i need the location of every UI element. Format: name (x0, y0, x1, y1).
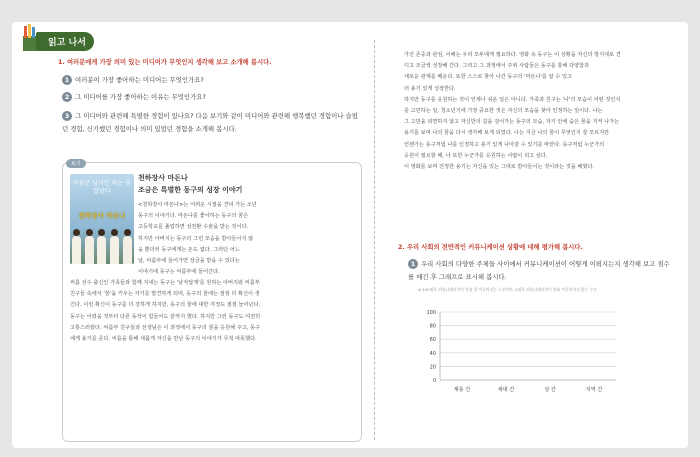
question-2-1 (408, 258, 670, 284)
question-3 (62, 110, 360, 136)
question-text: 우리 사회의 다양한 주체들 사이에서 커뮤니케이션이 어떻게 이뤄지는지 생각해 보고 점수를 매긴 후 그래프로 표시해 봅시다. (408, 260, 670, 281)
text-line: 가진 존중과 관심, 이해는 우리 모두에게 필요하다. 영화 속 동구는 이 상황을 자신의 방식대로 견 (404, 52, 621, 58)
story-title-main: 천하장사 마돈나 (138, 174, 188, 182)
story-paragraph-2 (70, 278, 360, 345)
text-line: 그 고민을 외면하지 않고 자신만의 길을 걸어가는 동구의 모습, 자기 안에 숨은 꿈을 지켜 나가는 (404, 119, 620, 126)
text-line: 하지만 동구를 응원하는 것이 언제나 쉬운 일은 아니다. 가족과 친구는 '나'의 모습이 어떤 것인지 (404, 96, 621, 103)
question-text: 여러분이 가장 좋아하는 미디어는 무엇인가요? (75, 76, 204, 84)
text-line: <천하장사 마돈나>는 어려운 시절을 견뎌 가는 소년 (138, 202, 257, 208)
text-line: 디고 조금씩 성장해 간다. 그리고 그 과정에서 주위 사람들은 동구를 통해 다양함과 (404, 63, 590, 70)
question-text: 그 미디어를 가장 좋아하는 이유는 무엇인가요? (75, 93, 206, 101)
text-line: 고통스러웠다. 씨름부 친구들과 선생님은 이 과정에서 동구의 꿈을 응원해 주고, 동구 (70, 324, 261, 331)
text-line: 이야기에 동구는 씨름부에 들어간다. (138, 269, 220, 276)
text-line: 를 고민하는 일, 청소년기에 가장 중요한 것은 자신의 모습을 찾아 인정하는 일이다. 나는 (404, 108, 603, 115)
y-tick-label: 20 (429, 364, 436, 371)
y-tick-label: 0 (432, 378, 436, 384)
poster-title: 천하장사 마돈나 (78, 212, 126, 220)
text-line: 날, 씨름부에 들어가면 상금을 받을 수 있다는 (138, 258, 240, 265)
question-number: 3 (62, 111, 72, 121)
x-tick-label: 계층 간 (453, 387, 471, 393)
y-tick-label: 100 (426, 310, 436, 316)
text-line: 씨름 선수 출신인 가족들과 함께 지내는 동구는 '남자답게'를 원하는 아버지와 씨름부 (70, 280, 260, 286)
story-continued (404, 50, 670, 173)
y-tick-label: 80 (429, 323, 436, 330)
text-line: 더 용기 있게 성장한다. (404, 85, 456, 92)
section-2-heading: 2. 우리 사회의 전반적인 커뮤니케이션 상황에 대해 평가해 봅시다. (398, 244, 583, 251)
section-badge (18, 22, 98, 52)
text-line: 동구는 어렸을 적부터 다른 동작이 힘들어도 끝까지 했다. 하지만 그런 동구도 여전히 (70, 313, 261, 320)
x-tick-label: 지역 간 (585, 387, 603, 393)
text-line: 응원이 필요할 때, 나 또한 누군가를 응원하는 사람이 되고 싶다. (404, 152, 548, 159)
example-tag: 보기 (66, 159, 86, 168)
text-line: 새로운 관계를 배운다. 또한 스스로 찾아 나간 동구의 '마돈나'를 알 수 있고 (404, 74, 572, 81)
text-line: 에게 용기를 준다. 씨름을 통해 새롭게 자신을 만난 동구의 이야기가 무척 따뜻했다. (70, 336, 257, 343)
y-tick-label: 60 (429, 337, 436, 344)
question-text: 그 미디어와 관련해 특별한 경험이 있나요? 다음 보기와 같이 미디어와 관련해 행복했던 경험이나 슬펐던 경험, 신기했던 경험이나 의미 있었던 경험을 소개해 봅시다. (62, 112, 358, 133)
story-subtitle: 조금은 특별한 동구의 성장 이야기 (138, 186, 243, 194)
y-tick-label: 40 (429, 350, 436, 357)
text-line: 용기를 보며 나의 꿈을 다시 생각해 보게 되었다. 나는 지금 나의 꿈이 무엇인지 잘 모르지만 (404, 130, 610, 137)
question-2 (62, 92, 362, 103)
poster-tagline: 씨름은 남자만 하는 줄 알았다 (73, 180, 131, 195)
x-tick-label: 성 간 (544, 387, 556, 393)
text-line: 동구의 이야기다. 마돈나를 좋아하는 동구의 꿈은 (138, 213, 249, 220)
text-line: 이 영화를 보며 진정한 용기는 자신을 있는 그대로 받아들이는 것이라는 것을 배웠다. (404, 164, 595, 171)
question-number: 1 (62, 75, 72, 85)
badge-label: 읽고 나서 (36, 32, 94, 51)
question-number: 1 (408, 259, 418, 269)
poster-cast (70, 230, 134, 264)
score-chart-svg (404, 306, 624, 396)
score-chart (404, 306, 624, 396)
story-paragraph-1 (138, 200, 360, 278)
chart-note: ※ 100점은 커뮤니케이션이 가장 잘 이루어지는 수준이며, 0점은 커뮤니케이션이 전혀 이루어지지 않는 수준 (418, 287, 597, 292)
column-divider (374, 40, 375, 440)
movie-poster (70, 174, 134, 264)
text-line: 을 뿐더러 동구에게는 돈도 없다. 그러던 어느 (138, 246, 240, 253)
text-line: 고등학교를 졸업하면 성전환 수술을 받는 것이다. (138, 224, 249, 231)
text-line: 긴다. 이런 확신이 동구를 더 강하게 하지만, 동구의 꿈에 대한 걱정도 점점 늘어난다. (70, 302, 261, 309)
x-tick-label: 세대 간 (497, 387, 515, 393)
text-line: 언젠가는 동구처럼 나를 인정하고 용기 있게 나아갈 수 있기를 바란다. 동구처럼 누군가의 (404, 141, 605, 148)
question-1 (62, 75, 362, 86)
text-line: 하지만 아버지는 동구의 그런 모습을 받아들이지 않 (138, 235, 254, 242)
text-line: 친구들 속에서 '꿈'을 키우는 자기를 발견하게 되며, 동구의 꿈에는 점점 더 확신이 생 (70, 291, 260, 298)
question-number: 2 (62, 92, 72, 102)
section-1-heading: 1. 여러분에게 가장 의미 있는 미디어가 무엇인지 생각해 보고 소개해 봅시다. (58, 59, 272, 66)
story-title (138, 172, 242, 196)
